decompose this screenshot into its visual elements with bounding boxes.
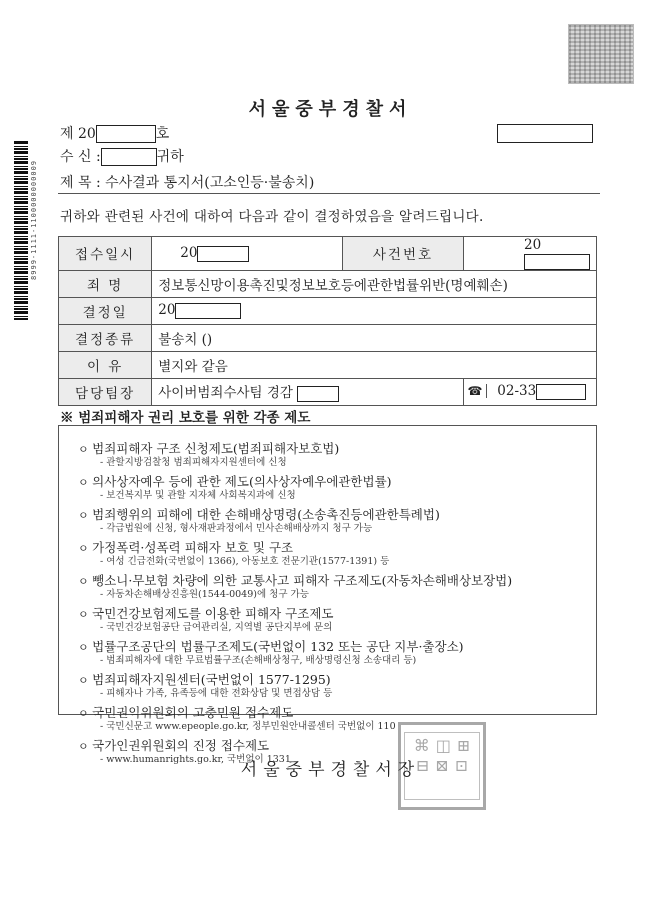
redacted-box <box>297 386 339 402</box>
received-date-value: 20 <box>180 245 198 261</box>
notice-text: 귀하와 관련된 사건에 대하여 다음과 같이 결정하였음을 알려드립니다. <box>60 209 484 225</box>
recipient-suffix: 귀하 <box>156 149 184 165</box>
case-info-table <box>58 236 597 406</box>
reason-label: 이 유 <box>59 351 152 378</box>
circle-bullet-icon: ㅇ <box>78 740 93 753</box>
phone-value: 02-33 <box>497 383 537 400</box>
remedy-title: 가정폭력·성폭력 피해자 보호 및 구조 <box>92 540 294 555</box>
case-no-cell <box>464 237 597 271</box>
list-item <box>78 537 588 568</box>
case-no-label: 사건번호 <box>342 237 463 271</box>
remedy-title: 뺑소니·무보험 차량에 의한 교통사고 피해자 구조제도(자동차손해배상보장법) <box>92 573 513 588</box>
remedy-detail: - 여성 긴급전화(국번없이 1366), 아동보호 전문기관(1577-1391) 등 <box>100 556 390 567</box>
circle-bullet-icon: ㅇ <box>78 542 93 555</box>
remedy-title: 범죄행위의 피해에 대한 손해배상명령(소송촉진등에관한특례법) <box>92 507 440 522</box>
list-item <box>78 504 588 535</box>
remedy-detail: - 각급법원에 신청, 형사재판과정에서 민사손해배상까지 청구 가능 <box>100 523 373 534</box>
redacted-box <box>101 148 157 166</box>
remedy-detail: - www.humanrights.go.kr, 국번없이 1331 <box>100 754 291 765</box>
charge-value: 정보통신망이용촉진및정보보호등에관한법률위반(명예훼손) <box>152 270 597 297</box>
officer-value: 사이버범죄수사팀 경감 <box>158 385 293 402</box>
remedy-detail: - 관할지방검찰청 범죄피해자지원센터에 신청 <box>100 457 287 468</box>
circle-bullet-icon: ㅇ <box>78 608 93 621</box>
circle-bullet-icon: ㅇ <box>78 707 93 720</box>
remedy-detail: - 보건복지부 및 관할 지자체 사회복지과에 신청 <box>100 490 296 501</box>
list-item <box>78 702 588 733</box>
subject-line: 제 목 : 수사결과 통지서(고소인등·불송치) <box>60 175 315 191</box>
charge-label: 죄 명 <box>59 270 152 297</box>
doc-no-suffix: 호 <box>155 126 170 142</box>
remedy-title: 의사상자예우 등에 관한 제도(의사상자예우에관한법률) <box>92 474 392 489</box>
circle-bullet-icon: ㅇ <box>78 674 93 687</box>
list-item <box>78 471 588 502</box>
circle-bullet-icon: ㅇ <box>78 509 93 522</box>
officer-label: 담당팀장 <box>59 378 152 405</box>
seal-glyphs: ⌘ ◫ ⊞ ⊟ ⊠ ⊡ <box>413 736 471 775</box>
table-row <box>59 270 597 297</box>
divider <box>58 193 600 194</box>
redacted-box <box>497 124 593 143</box>
table-row <box>59 378 597 405</box>
recipient-prefix: 수 신 : <box>60 149 101 165</box>
remedy-title: 국가인권위원회의 진정 접수제도 <box>92 738 270 753</box>
remedy-heading: ※ 범죄피해자 권리 보호를 위한 각종 제도 <box>60 410 311 426</box>
list-item <box>78 669 588 700</box>
qr-code <box>568 24 634 84</box>
circle-bullet-icon: ㅇ <box>78 476 93 489</box>
issuer-name: 서울중부경찰서장 <box>240 760 421 780</box>
remedy-title: 범죄피해자 구조 신청제도(범죄피해자보호법) <box>92 441 340 456</box>
remedy-detail: - 자동차손해배상진흥원(1544-0049)에 청구 가능 <box>100 589 309 600</box>
remedy-detail: - 국민건강보험공단 급여관리실, 지역별 공단지부에 문의 <box>100 622 333 633</box>
phone-icon: ☎ <box>464 384 487 398</box>
document-number-line <box>60 123 169 143</box>
table-row <box>59 237 597 271</box>
document-title: 서울중부경찰서 <box>248 99 413 120</box>
remedy-title: 법률구조공단의 법률구조제도(국번없이 132 또는 공단 지부·출장소) <box>92 639 464 654</box>
barcode <box>14 140 28 320</box>
circle-bullet-icon: ㅇ <box>78 641 93 654</box>
decision-date-value: 20 <box>158 302 176 319</box>
circle-bullet-icon: ㅇ <box>78 575 93 588</box>
table-row <box>59 297 597 324</box>
received-date-cell <box>152 237 343 271</box>
decision-type-value: 불송치 () <box>152 324 597 351</box>
officer-cell <box>152 378 464 405</box>
remedy-detail: - 국민신문고 www.epeople.go.kr, 정부민원안내콜센터 국번없이 110 <box>100 721 396 732</box>
redacted-box <box>536 384 586 400</box>
list-item <box>78 636 588 667</box>
recipient-line <box>60 146 184 166</box>
phone-cell <box>464 378 597 405</box>
table-row <box>59 324 597 351</box>
redacted-box <box>197 246 249 262</box>
remedy-title: 범죄피해자지원센터(국번없이 1577-1295) <box>92 672 331 687</box>
table-row <box>59 351 597 378</box>
reason-value: 별지와 같음 <box>152 351 597 378</box>
remedy-title: 국민건강보험제도를 이용한 피해자 구조제도 <box>92 606 334 621</box>
redacted-box <box>524 254 590 270</box>
remedy-title: 국민권익위원회의 고충민원 접수제도 <box>92 705 294 720</box>
list-item <box>78 438 588 469</box>
doc-no-prefix: 제 20 <box>60 126 96 142</box>
decision-date-cell <box>152 297 597 324</box>
list-item <box>78 570 588 601</box>
barcode-text: 8999-1111-1100000000009 <box>30 160 38 280</box>
remedy-list <box>78 438 588 768</box>
remedy-detail: - 피해자나 가족, 유족등에 대한 전화상담 및 면접상담 등 <box>100 688 333 699</box>
circle-bullet-icon: ㅇ <box>78 443 93 456</box>
received-date-label: 접수일시 <box>59 237 152 271</box>
remedy-detail: - 범죄피해자에 대한 무료법률구조(손해배상청구, 배상명령신청 소송대리 등) <box>100 655 417 666</box>
case-no-value: 20 <box>524 237 542 253</box>
decision-date-label: 결정일 <box>59 297 152 324</box>
list-item <box>78 603 588 634</box>
redacted-box <box>96 125 156 143</box>
redacted-box <box>175 303 241 319</box>
decision-type-label: 결정종류 <box>59 324 152 351</box>
